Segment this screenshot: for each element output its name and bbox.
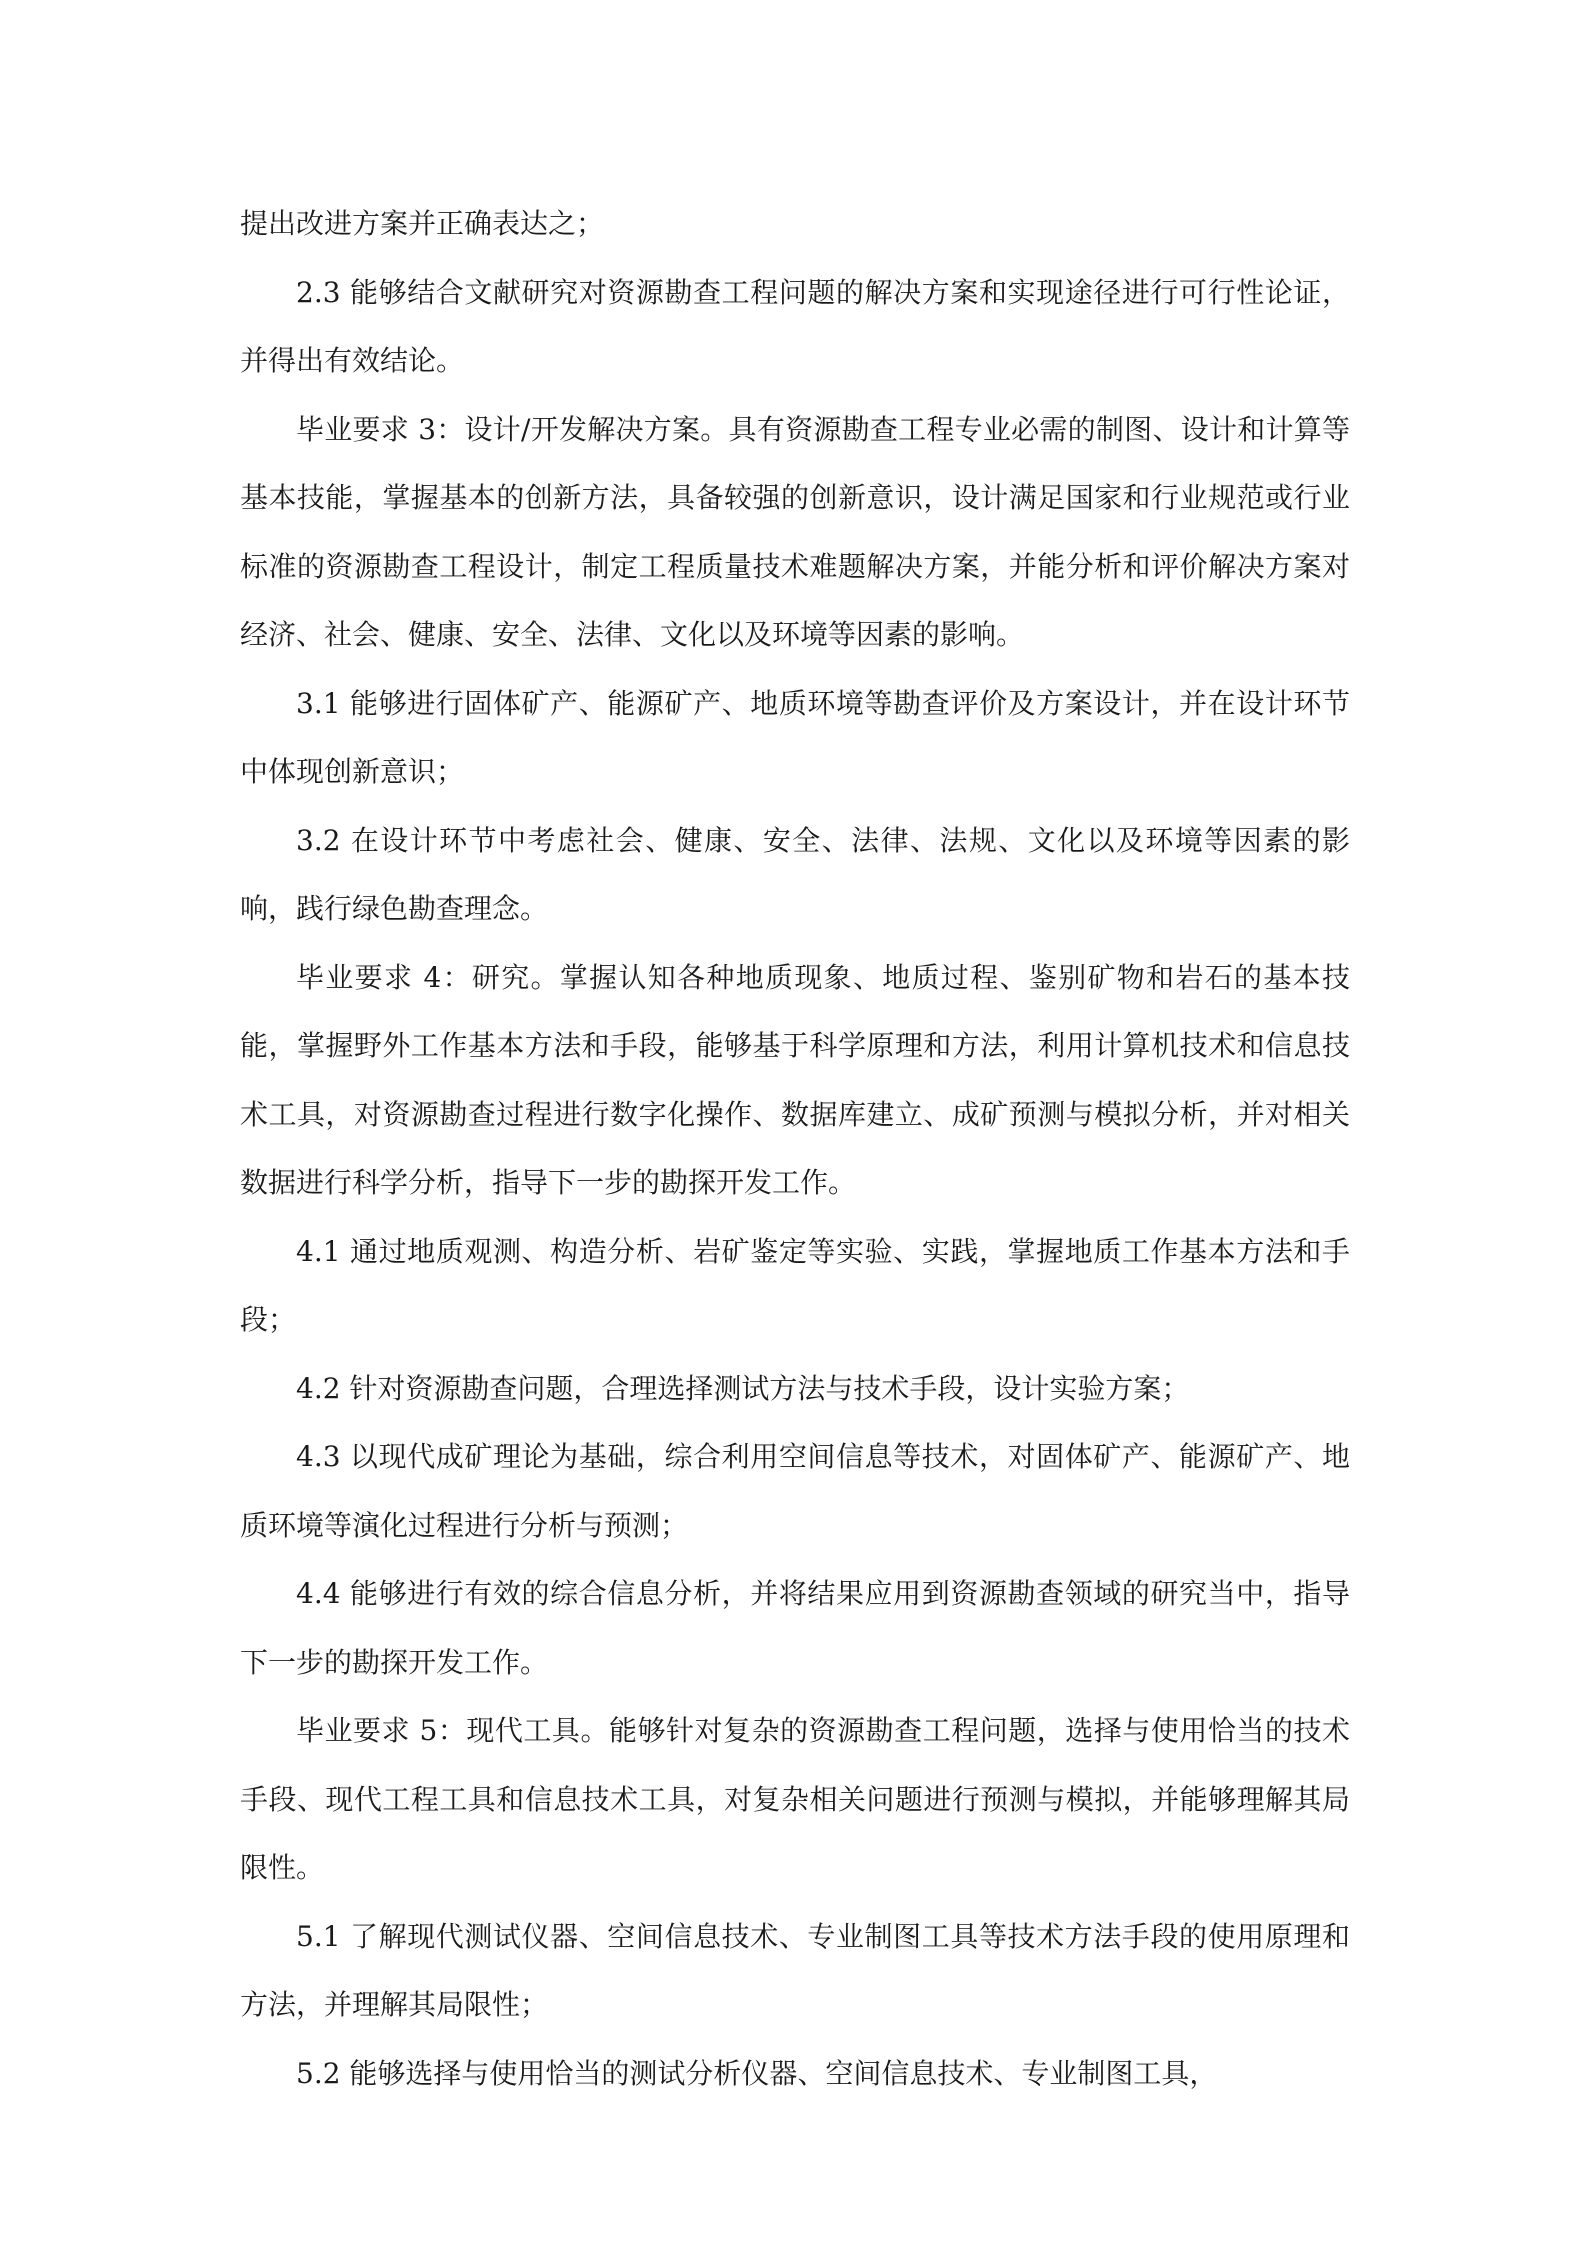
paragraph-5-1: 5.1 了解现代测试仪器、空间信息技术、专业制图工具等技术方法手段的使用原理和方法，并理解其局限性； [240,1919,1350,2021]
paragraph-requirement-4: 毕业要求 4：研究。掌握认知各种地质现象、地质过程、鉴别矿物和岩石的基本技能，掌握野外工作基本方法和手段，能够基于科学原理和方法，利用计算机技术和信息技术工具，对资源勘查过程进行数字化操作、数据库建立、成矿预测与模拟分析，并对相关数据进行科学分析，指导下一步的勘探开发工作。 [240,960,1350,1199]
paragraph-4-2: 4.2 针对资源勘查问题，合理选择测试方法与技术手段，设计实验方案； [296,1371,1190,1405]
paragraph-4-1: 4.1 通过地质观测、构造分析、岩矿鉴定等实验、实践，掌握地质工作基本方法和手段； [240,1234,1350,1336]
paragraph-4-4: 4.4 能够进行有效的综合信息分析，并将结果应用到资源勘查领域的研究当中，指导下一步的勘探开发工作。 [240,1577,1350,1679]
paragraph-requirement-3: 毕业要求 3：设计/开发解决方案。具有资源勘查工程专业必需的制图、设计和计算等基本技能，掌握基本的创新方法，具备较强的创新意识，设计满足国家和行业规范或行业标准的资源勘查工程设计，制定工程质量技术难题解决方案，并能分析和评价解决方案对经济、社会、健康、安全、法律、文化以及环境等因素的影响。 [240,412,1350,651]
paragraph-continuation: 提出改进方案并正确表达之； [240,207,605,240]
paragraph-3-2: 3.2 在设计环节中考虑社会、健康、安全、法律、法规、文化以及环境等因素的影响，践行绿色勘查理念。 [240,823,1350,925]
paragraph-5-2: 5.2 能够选择与使用恰当的测试分析仪器、空间信息技术、专业制图工具， [296,2056,1218,2090]
paragraph-requirement-5: 毕业要求 5：现代工具。能够针对复杂的资源勘查工程问题，选择与使用恰当的技术手段、现代工程工具和信息技术工具，对复杂相关问题进行预测与模拟，并能够理解其局限性。 [240,1714,1350,1884]
paragraph-4-3: 4.3 以现代成矿理论为基础，综合利用空间信息等技术，对固体矿产、能源矿产、地质环境等演化过程进行分析与预测； [240,1440,1350,1542]
document-page [240,190,1350,2108]
paragraph-3-1: 3.1 能够进行固体矿产、能源矿产、地质环境等勘查评价及方案设计，并在设计环节中体现创新意识； [240,686,1350,788]
paragraph-2-3: 2.3 能够结合文献研究对资源勘查工程问题的解决方案和实现途径进行可行性论证，并得出有效结论。 [240,275,1350,377]
